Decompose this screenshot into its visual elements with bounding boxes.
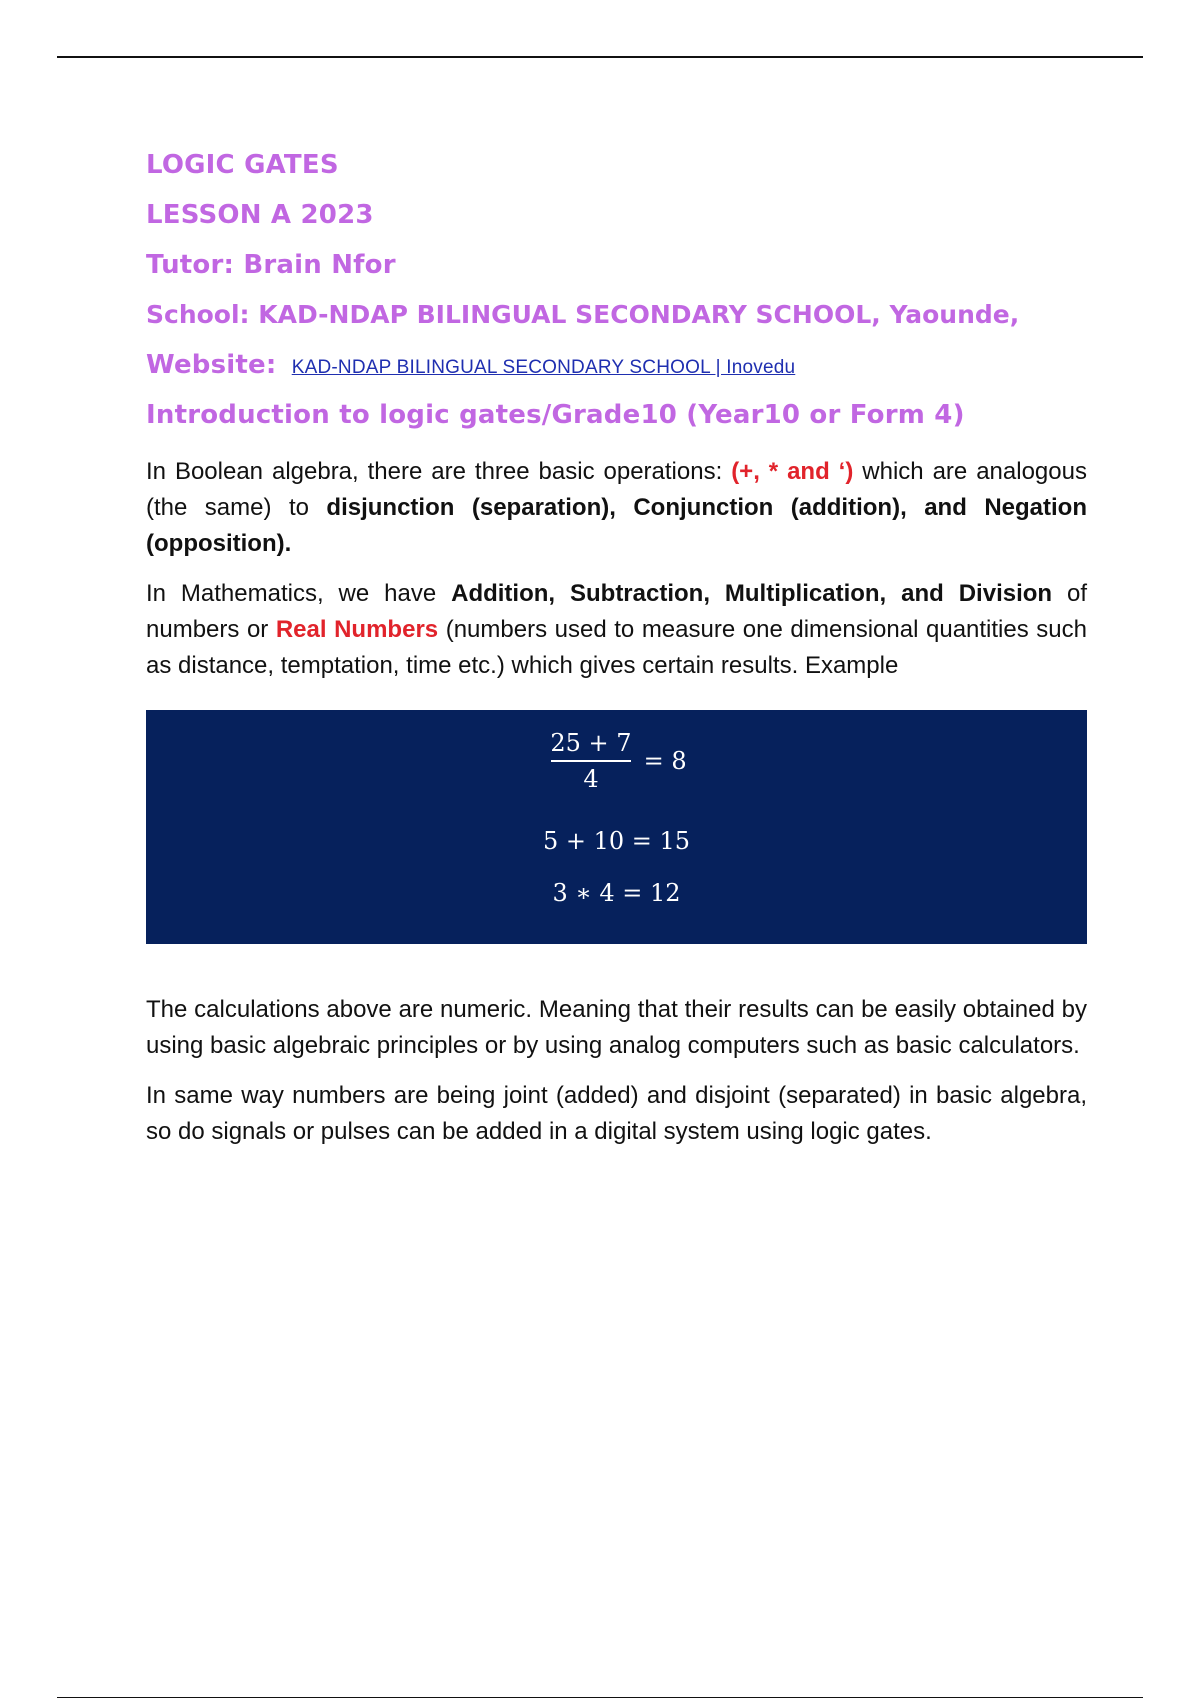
intro-heading: Introduction to logic gates/Grade10 (Year10 or Form 4): [146, 400, 965, 430]
fraction-denominator: 4: [583, 765, 599, 793]
para1-text-b: which are analogous (the same) to: [146, 458, 1087, 521]
para2-bold-ops: Addition, Subtraction, Multiplication, and Division: [451, 580, 1053, 607]
document-content: [146, 140, 1087, 1150]
para1-text-a: In Boolean algebra, there are three basic operations:: [146, 458, 732, 485]
fraction-result: = 8: [643, 747, 687, 775]
equation-fraction: [146, 726, 1087, 796]
para2-text-b: of numbers or: [146, 580, 1088, 643]
equation-addition: 5 + 10 = 15: [542, 827, 691, 855]
bottom-rule: [57, 1697, 1143, 1698]
top-rule: [57, 56, 1143, 58]
website-link[interactable]: KAD-NDAP BILINGUAL SECONDARY SCHOOL | Inovedu: [291, 357, 796, 378]
paragraph-logic-gates: In same way numbers are being joint (added) and disjoint (separated) in basic algebra, so do signals or pulses can be added in a digital system using logic gates.: [146, 1082, 1087, 1145]
paragraph-numeric: The calculations above are numeric. Meaning that their results can be easily obtained by using basic algebraic principles or by using analog computers such as basic calculators.: [146, 996, 1087, 1059]
lesson-label: LESSON A 2023: [146, 200, 374, 230]
math-examples-box: [146, 710, 1087, 944]
paragraph-math-ops: [146, 576, 1087, 684]
school-line: School: KAD-NDAP BILINGUAL SECONDARY SCHOOL, Yaounde,: [146, 300, 1020, 329]
para2-text-a: In Mathematics, we have: [146, 580, 452, 607]
doc-title: LOGIC GATES: [146, 150, 339, 180]
website-label: Website:: [146, 350, 277, 380]
website-line: [146, 340, 1087, 390]
para1-bold-terms: disjunction (separation), Conjunction (addition), and Negation (opposition).: [146, 494, 1087, 557]
tutor-line: Tutor: Brain Nfor: [146, 250, 396, 280]
operations-symbols: (+, * and ‘): [731, 458, 854, 485]
para2-text-c: (numbers used to measure one dimensional quantities such as distance, temptation, time etc.) which gives certain results. Example: [146, 616, 1087, 679]
equation-multiplication: 3 ∗ 4 = 12: [552, 879, 681, 907]
paragraph-boolean-ops: [146, 454, 1087, 562]
real-numbers-term: Real Numbers: [275, 616, 439, 643]
fraction-numerator: 25 + 7: [550, 729, 632, 757]
fraction: [546, 726, 635, 796]
